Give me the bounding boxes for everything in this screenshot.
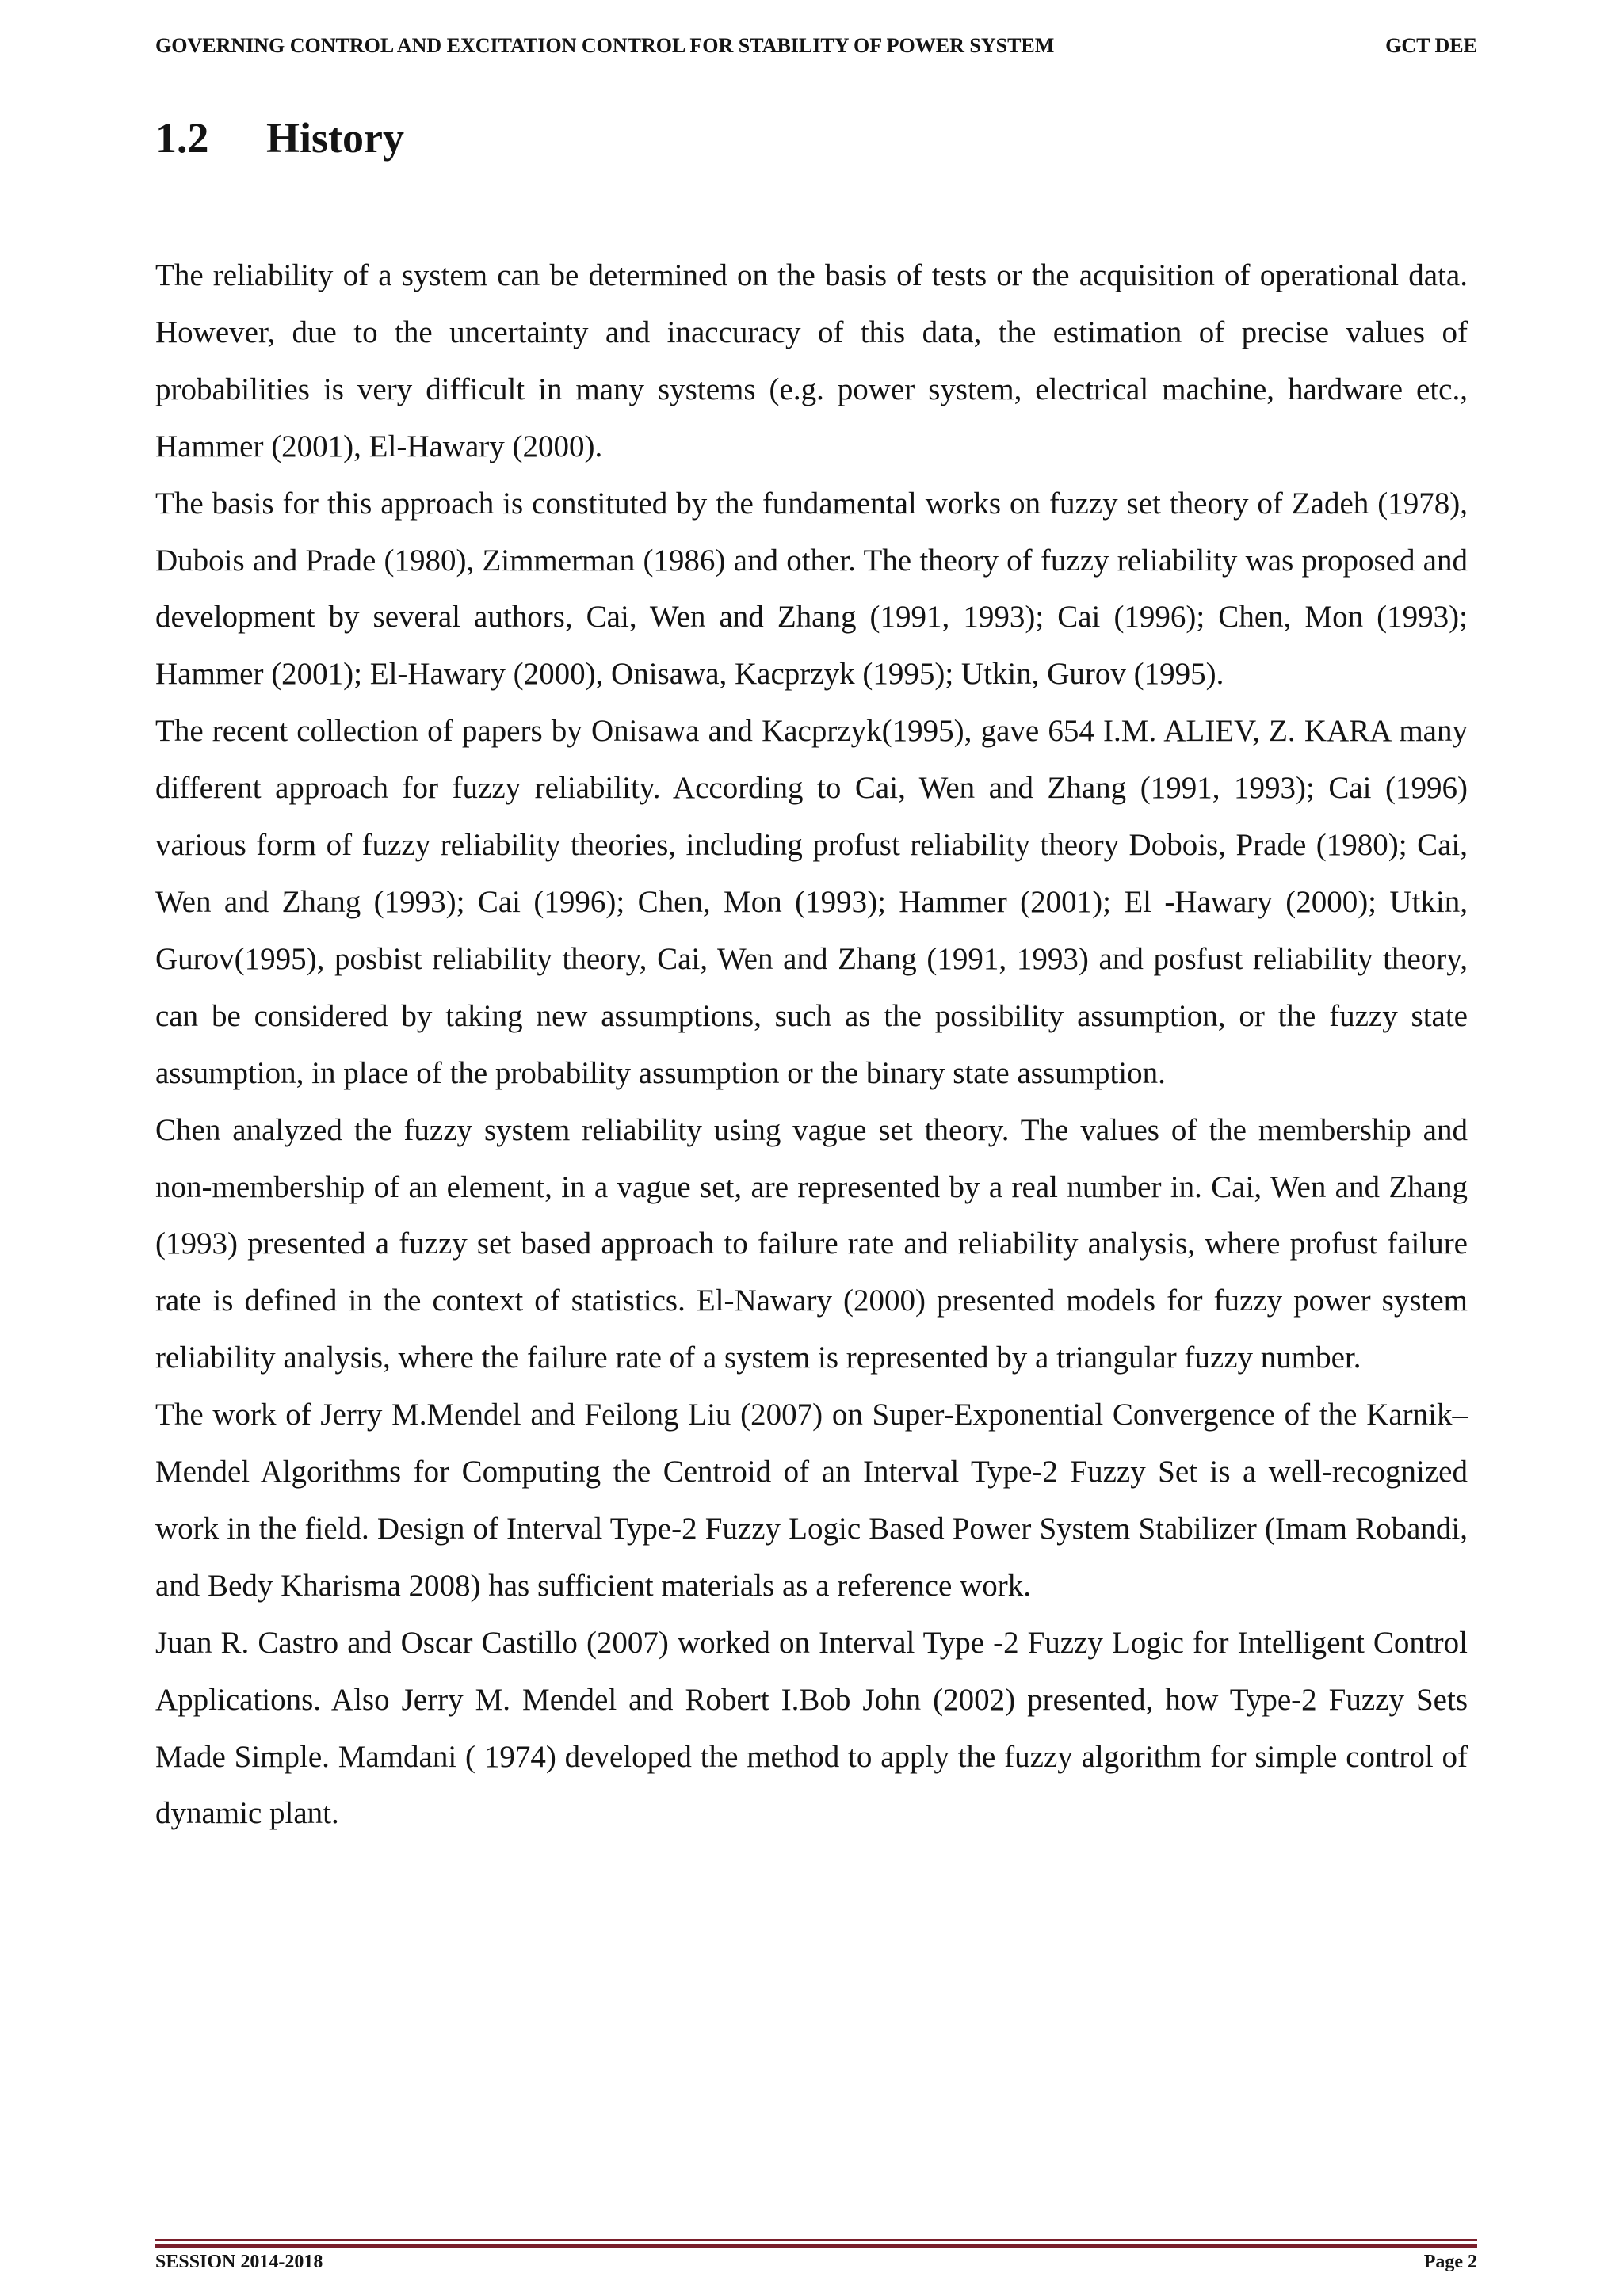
footer-rule	[155, 2244, 1477, 2248]
footer-rule	[155, 2239, 1477, 2241]
header-department: GCT DEE	[1385, 34, 1477, 57]
paragraph: Chen analyzed the fuzzy system reliability using vague set theory. The values of the membership and non-membership of an element, in a vague set, are represented by a real number in. Cai, Wen and Zhang (1993) presented a fuzzy set based approach to failure rate and reliability analysis, where profust failure rate is defined in the context of statistics. El-Nawary (2000) presented models for fuzzy power system reliability analysis, where the failure rate of a system is represented by a triangular fuzzy number.	[155, 1112, 1468, 1375]
footer-page-number: Page 2	[1423, 2252, 1477, 2272]
paragraph: The reliability of a system can be determined on the basis of tests or the acquisition of operational data. However, due to the uncertainty and inaccuracy of this data, the estimation of precise values of probabilities is very difficult in many systems (e.g. power system, electrical machine, hardware etc., Hammer (2001), El-Hawary (2000).	[155, 258, 1468, 463]
paragraph: The basis for this approach is constituted by the fundamental works on fuzzy set theory of Zadeh (1978), Dubois and Prade (1980), Zimmerman (1986) and other. The theory of fuzzy reliability was proposed and development by several authors, Cai, Wen and Zhang (1991, 1993); Cai (1996); Chen, Mon (1993); Hammer (2001); El-Hawary (2000), Onisawa, Kacprzyk (1995); Utkin, Gurov (1995).	[155, 486, 1468, 692]
page-header	[155, 30, 1477, 62]
footer-session: SESSION 2014-2018	[155, 2252, 323, 2272]
body-text	[155, 247, 1468, 1842]
section-heading	[155, 109, 404, 166]
paragraph: The work of Jerry M.Mendel and Feilong Liu (2007) on Super-Exponential Convergence of the Karnik–Mendel Algorithms for Computing the Centroid of an Interval Type-2 Fuzzy Set is a well-recognized work in the field. Design of Interval Type-2 Fuzzy Logic Based Power System Stabilizer (Imam Robandi, and Bedy Kharisma 2008) has sufficient materials as a reference work.	[155, 1398, 1468, 1603]
header-title: GOVERNING CONTROL AND EXCITATION CONTROL FOR STABILITY OF POWER SYSTEM	[155, 34, 1055, 57]
section-number: 1.2	[155, 114, 209, 162]
paragraph: The recent collection of papers by Onisawa and Kacprzyk(1995), gave 654 I.M. ALIEV, Z. KARA many different approach for fuzzy reliability. According to Cai, Wen and Zhang (1991, 1993); Cai (1996) various form of fuzzy reliability theories, including profust reliability theory Dobois, Prade (1980); Cai, Wen and Zhang (1993); Cai (1996); Chen, Mon (1993); Hammer (2001); El -Hawary (2000); Utkin, Gurov(1995), posbist reliability theory, Cai, Wen and Zhang (1991, 1993) and posfust reliability theory, can be considered by taking new assumptions, such as the possibility assumption, or the fuzzy state assumption, in place of the probability assumption or the binary state assumption.	[155, 714, 1468, 1090]
page-footer	[155, 2239, 1477, 2272]
section-title: History	[266, 114, 404, 162]
paragraph: Juan R. Castro and Oscar Castillo (2007) worked on Interval Type -2 Fuzzy Logic for Intelligent Control Applications. Also Jerry M. Mendel and Robert I.Bob John (2002) presented, how Type-2 Fuzzy Sets Made Simple. Mamdani ( 1974) developed the method to apply the fuzzy algorithm for simple control of dynamic plant.	[155, 1625, 1468, 1831]
